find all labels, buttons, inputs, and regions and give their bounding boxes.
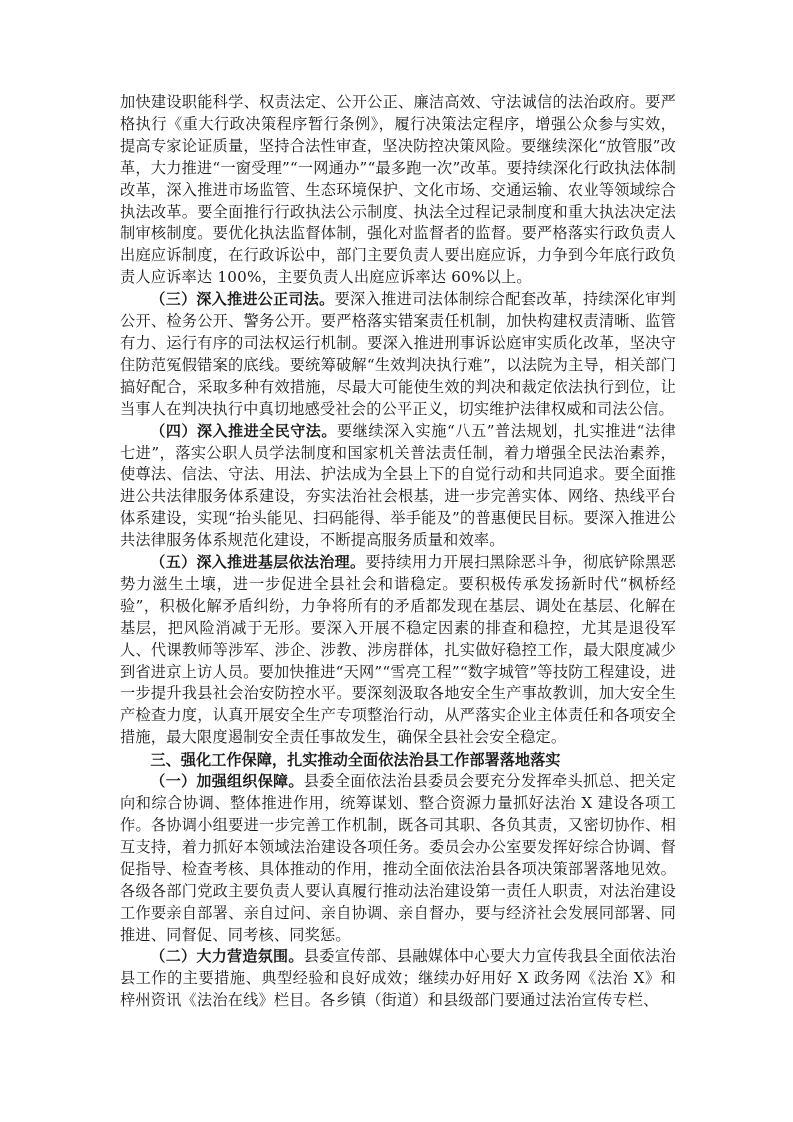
section-body-grassroots: 要持续用力开展扫黑除恶斗争，彻底铲除黑恶势力滋生土壤，进一步促进全县社会和谐稳定。要积极传承发扬新时代“枫桥经验”，积极化解矛盾纠纷，力争将所有的矛盾都发现在基层、调处在基层、化解在基层，把风险消减于无形。要深入开展不稳定因素的排查和稳控，尤其是退役军人、代课教师等涉军、涉企、涉教、涉房群体，扎实做好稳控工作，最大限度减少到省进京上访人员。要加快推进“天网”“雪亮工程”“数字城管”等技防工程建设，进一步提升我县社会治安防控水平。要深刻汲取各地安全生产事故教训，加大安全生产检查力度，认真开展安全生产专项整治行动，从严落实企业主体责任和各项安全措施，最大限度遏制安全责任事故发生，确保全县社会安全稳定。 [120,553,676,747]
paragraph-fair-justice [120,289,676,420]
paragraph-law-based-government: 加快建设职能科学、权责法定、公开公正、廉洁高效、守法诚信的法治政府。要严格执行《重大行政决策程序暂行条例》，履行决策法定程序，增强公众参与实效，提高专家论证质量，坚持合法性审查，坚决防控决策风险。要继续深化“放管服”改革，大力推进“一窗受理”“一网通办”“最多跑一次”改革。要持续深化行政执法体制改革，深入推进市场监管、生态环境保护、文化市场、交通运输、农业等领域综合执法改革。要全面推行行政执法公示制度、执法全过程记录制度和重大执法决定法制审核制度。要优化执法监督体制，强化对监督者的监督。要严格落实行政负责人出庭应诉制度，在行政诉讼中，部门主要负责人要出庭应诉，力争到今年底行政负责人应诉率达 100%，主要负责人出庭应诉率达 60%以上。 [120,93,676,287]
section-body-fair-justice: 要深入推进司法体制综合配套改革，持续深化审判公开、检务公开、警务公开。要严格落实错案责任机制，加快构建权责清晰、监管有力、运行有序的司法权运行机制。要深入推进刑事诉讼庭审实质化改革，坚决守住防范冤假错案的底线。要统筹破解“生效判决执行难”，以法院为主导，相关部门搞好配合，采取多种有效措施，尽最大可能使生效的判决和裁定依法执行到位，让当事人在判决执行中真切地感受社会的公平正义，切实维护法律权威和司法公信。 [120,290,676,418]
section-lead-grassroots: （五）深入推进基层依法治理。 [150,553,366,572]
section-lead-atmosphere: （二）大力营造氛围。 [150,947,304,966]
document-page [120,92,676,1012]
section-lead-fair-justice: （三）深入推进公正司法。 [150,290,335,309]
section-body-atmosphere: 县委宣传部、县融媒体中心要大力宣传我县全面依法治县工作的主要措施、典型经验和良好成效；继续办好用好 X 政务网《法治 X》和梓州资讯《法治在线》栏目。各乡镇（街道）和县级部门要通过法治宣传专栏、 [120,947,676,1010]
section-body-law-abiding: 要继续深入实施“八五”普法规划，扎实推进“法律七进”，落实公职人员学法制度和国家机关普法责任制，着力增强全民法治素养，使尊法、信法、守法、用法、护法成为全县上下的自觉行动和共同追求。要全面推进公共法律服务体系建设，夯实法治社会根基，进一步完善实体、网络、热线平台体系建设，实现“抬头能见、扫码能得、举手能及”的普惠便民目标。要深入推进公共法律服务体系规范化建设，不断提高服务质量和效率。 [120,421,676,550]
section-lead-law-abiding: （四）深入推进全民守法。 [150,421,337,440]
section-heading-three: 三、强化工作保障，扎实推动全面依法治县工作部署落地落实 [150,751,561,770]
paragraph-law-abiding [120,421,676,552]
paragraph-atmosphere [120,946,676,1012]
paragraph-organization [120,771,676,946]
section-body-organization: 县委全面依法治县委员会要充分发挥牵头抓总、把关定向和综合协调、整体推进作用，统筹谋划、整合资源力量抓好法治 X 建设各项工作。各协调小组要进一步完善工作机制，既各司其职、各负其责，又密切协作、相互支持，着力抓好本领域法治建设各项任务。委员会办公室要发挥好综合协调、督促指导、检查考核、具体推动的作用，推动全面依法治县各项决策部署落地见效。各级各部门党政主要负责人要认真履行推动法治建设第一责任人职责，对法治建设工作要亲自部署、亲自过问、亲自协调、亲自督办，要与经济社会发展同部署、同推进、同督促、同考核、同奖惩。 [120,772,676,944]
paragraph-grassroots-governance [120,552,676,749]
section-lead-organization: （一）加强组织保障。 [150,772,304,791]
